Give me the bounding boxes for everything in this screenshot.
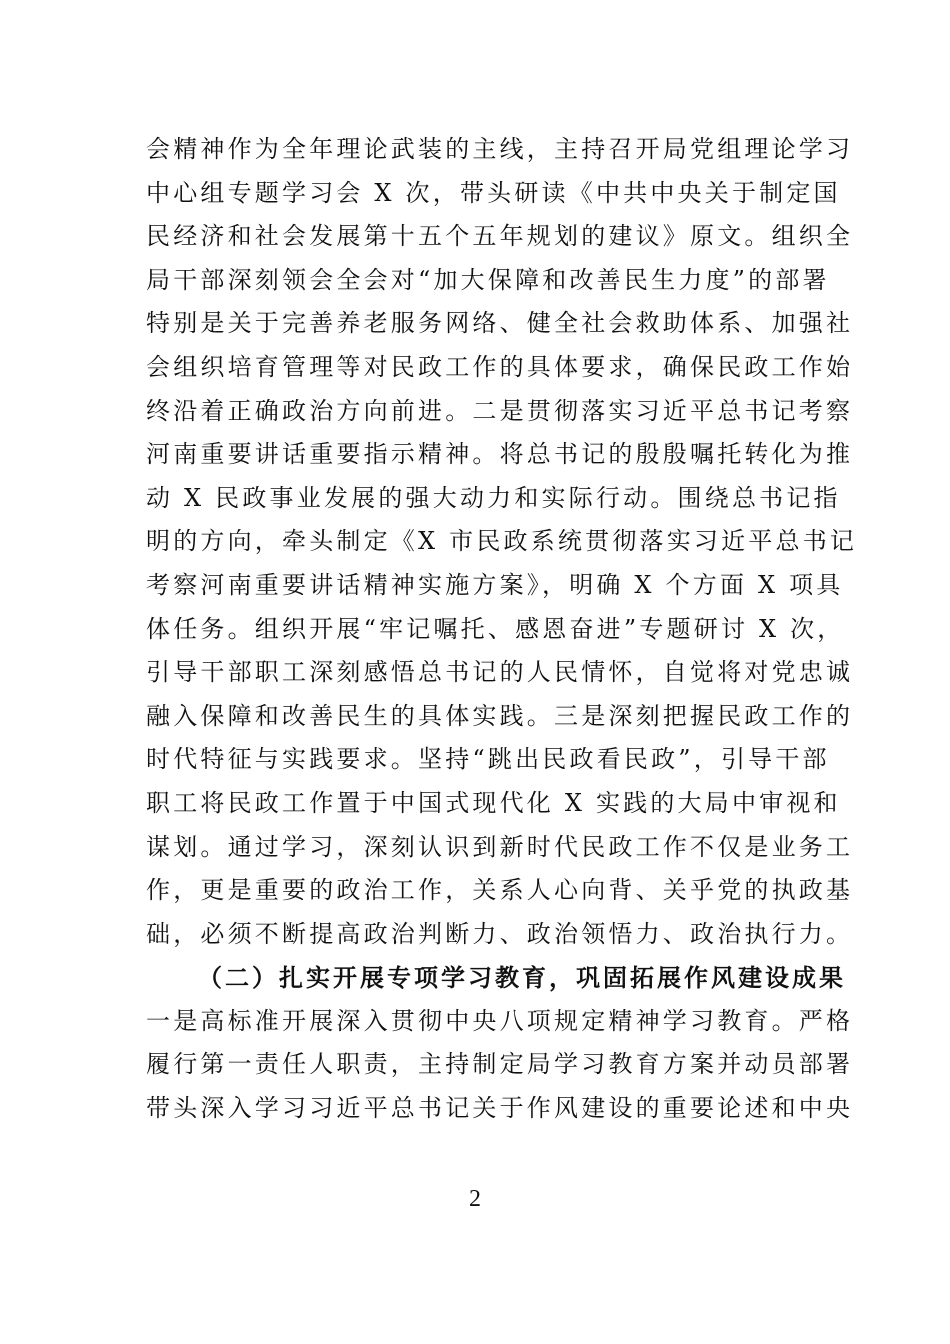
text-line: 明的方向，牵头制定《X 市民政系统贯彻落实习近平总书记	[146, 527, 858, 556]
page-number: 2	[469, 1186, 481, 1212]
text-line: 职工将民政工作置于中国式现代化 X 实践的大局中审视和	[146, 788, 841, 817]
text-line: 中心组专题学习会 X 次，带头研读《中共中央关于制定国	[146, 178, 841, 207]
text-line: 融入保障和改善民生的具体实践。三是深刻把握民政工作的	[146, 701, 854, 730]
text-line: 作，更是重要的政治工作，关系人心向背、关乎党的执政基	[146, 876, 854, 905]
text-line: 局干部深刻领会全会对“加大保障和改善民生力度”的部署	[146, 265, 830, 294]
text-line: 体任务。组织开展“牢记嘱托、感恩奋进”专题研讨 X 次，	[146, 614, 845, 643]
text-line: 础，必须不断提高政治判断力、政治领悟力、政治执行力。	[146, 919, 854, 948]
text-line: 民经济和社会发展第十五个五年规划的建议》原文。组织全	[146, 222, 854, 251]
text-line: 终沿着正确政治方向前进。二是贯彻落实习近平总书记考察	[146, 396, 854, 425]
text-line: 履行第一责任人职责，主持制定局学习教育方案并动员部署	[146, 1050, 854, 1079]
text-line: 时代特征与实践要求。坚持“跳出民政看民政”，引导干部	[146, 745, 830, 774]
section-heading: （二）扎实开展专项学习教育，巩固拓展作风建设成果	[198, 963, 846, 993]
text-line: 会精神作为全年理论武装的主线，主持召开局党组理论学习	[146, 135, 854, 163]
text-line: 一是高标准开展深入贯彻中央八项规定精神学习教育。严格	[146, 1006, 854, 1035]
body-text	[146, 128, 858, 1131]
text-line: 会组织培育管理等对民政工作的具体要求，确保民政工作始	[146, 352, 854, 381]
text-line: 引导干部职工深刻感悟总书记的人民情怀，自觉将对党忠诚	[146, 658, 854, 687]
text-line: 动 X 民政事业发展的强大动力和实际行动。围绕总书记指	[146, 483, 841, 512]
text-line: 谋划。通过学习，深刻认识到新时代民政工作不仅是业务工	[146, 832, 854, 861]
text-line: 特别是关于完善养老服务网络、健全社会救助体系、加强社	[146, 309, 854, 338]
text-line: 河南重要讲话重要指示精神。将总书记的殷殷嘱托转化为推	[146, 440, 854, 469]
text-line: 考察河南重要讲话精神实施方案》，明确 X 个方面 X 项具	[146, 570, 844, 599]
text-line: 带头深入学习习近平总书记关于作风建设的重要论述和中央	[146, 1094, 854, 1123]
